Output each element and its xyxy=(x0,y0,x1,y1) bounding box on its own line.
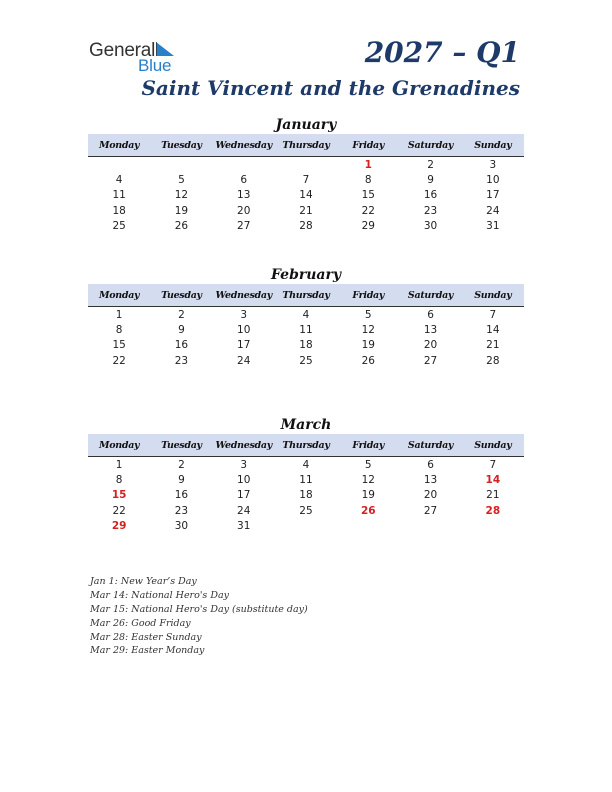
weekday-header: Tuesday xyxy=(161,139,202,151)
day-cell: 3 xyxy=(489,158,497,171)
weekday-header: Sunday xyxy=(474,439,512,451)
day-cell: 30 xyxy=(174,519,189,532)
day-cell: 17 xyxy=(237,489,251,502)
day-cell: 15 xyxy=(361,189,375,202)
day-cell: 7 xyxy=(489,308,497,321)
week-row xyxy=(88,338,524,353)
month-name: March xyxy=(280,417,332,433)
day-cell: 24 xyxy=(237,504,251,517)
day-cell: 9 xyxy=(427,173,434,186)
week-row xyxy=(88,218,524,233)
day-cell: 10 xyxy=(486,173,500,186)
holiday-notes xyxy=(90,575,390,658)
day-cell: 31 xyxy=(486,219,500,232)
week-row xyxy=(88,188,524,203)
logo-flag-icon xyxy=(156,42,176,58)
month-march xyxy=(88,416,524,533)
day-cell: 10 xyxy=(237,323,251,336)
day-cell: 21 xyxy=(299,204,313,217)
day-cell: 28 xyxy=(299,219,313,232)
weekday-header: Monday xyxy=(99,139,140,151)
generalblue-logo xyxy=(89,40,189,76)
day-cell: 25 xyxy=(299,504,313,517)
day-cell: 24 xyxy=(237,354,251,367)
week-row xyxy=(88,307,524,322)
day-cell: 18 xyxy=(299,339,313,352)
day-cell: 20 xyxy=(423,489,438,502)
day-cell: 12 xyxy=(361,473,375,486)
day-cell: 2 xyxy=(427,158,434,171)
day-cell: 25 xyxy=(299,354,313,367)
month-name: January xyxy=(275,117,337,133)
day-cell: 11 xyxy=(299,473,313,486)
day-cell: 17 xyxy=(486,189,500,202)
week-row xyxy=(88,157,524,172)
day-cell: 29 xyxy=(361,219,375,232)
day-cell: 13 xyxy=(423,323,438,336)
holiday-day-cell: 26 xyxy=(360,504,376,517)
day-cell: 24 xyxy=(486,204,500,217)
holiday-note: Mar 28: Easter Sunday xyxy=(90,631,202,643)
day-cell: 2 xyxy=(178,308,185,321)
holiday-day-cell: 14 xyxy=(485,473,501,486)
week-row xyxy=(88,518,524,533)
day-cell: 11 xyxy=(112,189,126,202)
day-cell: 31 xyxy=(237,519,251,532)
day-cell: 26 xyxy=(174,219,189,232)
day-cell: 23 xyxy=(174,504,189,517)
day-cell: 5 xyxy=(364,458,372,471)
weekday-header-row xyxy=(88,434,524,457)
weekday-header: Thursday xyxy=(282,289,330,301)
page-title: 2027 – Q1 xyxy=(364,36,520,69)
day-cell: 7 xyxy=(302,173,310,186)
weekday-header: Monday xyxy=(99,439,140,451)
day-cell: 19 xyxy=(174,204,189,217)
day-cell: 27 xyxy=(423,504,438,517)
day-cell: 9 xyxy=(178,473,185,486)
day-cell: 9 xyxy=(178,323,185,336)
week-row xyxy=(88,203,524,218)
weekday-header: Sunday xyxy=(474,289,512,301)
day-cell: 23 xyxy=(174,354,189,367)
holiday-note: Mar 14: National Hero's Day xyxy=(90,589,229,601)
logo-word-blue: Blue xyxy=(138,56,172,75)
day-cell: 16 xyxy=(423,189,438,202)
day-cell: 2 xyxy=(178,458,185,471)
weekday-header: Friday xyxy=(352,439,385,451)
day-cell: 5 xyxy=(178,173,185,186)
weekday-header-row xyxy=(88,284,524,307)
day-cell: 7 xyxy=(489,458,497,471)
week-row xyxy=(88,353,524,368)
holiday-day-cell: 28 xyxy=(485,504,501,517)
logo-word-general: General xyxy=(89,40,156,61)
day-cell: 16 xyxy=(174,489,189,502)
page-subtitle: Saint Vincent and the Grenadines xyxy=(141,76,520,100)
day-cell: 8 xyxy=(364,173,372,186)
day-cell: 8 xyxy=(115,473,123,486)
day-cell: 3 xyxy=(240,308,248,321)
weekday-header-row xyxy=(88,134,524,157)
day-cell: 4 xyxy=(302,458,310,471)
day-cell: 22 xyxy=(112,354,126,367)
day-cell: 6 xyxy=(427,308,434,321)
day-cell: 27 xyxy=(423,354,438,367)
day-cell: 1 xyxy=(115,458,123,471)
day-cell: 4 xyxy=(302,308,310,321)
day-cell: 10 xyxy=(237,473,251,486)
weekday-header: Thursday xyxy=(282,139,330,151)
weekday-header: Saturday xyxy=(407,139,454,151)
weekday-header: Saturday xyxy=(407,439,454,451)
weekday-header: Wednesday xyxy=(215,439,272,451)
day-cell: 13 xyxy=(237,189,251,202)
day-cell: 8 xyxy=(115,323,123,336)
day-cell: 19 xyxy=(361,339,375,352)
day-cell: 11 xyxy=(299,323,313,336)
day-cell: 17 xyxy=(237,339,251,352)
weekday-header: Friday xyxy=(352,139,385,151)
day-cell: 27 xyxy=(237,219,251,232)
weekday-header: Wednesday xyxy=(215,139,272,151)
holiday-note: Mar 29: Easter Monday xyxy=(90,645,205,657)
day-cell: 18 xyxy=(112,204,126,217)
weekday-header: Saturday xyxy=(407,289,454,301)
weekday-header: Thursday xyxy=(282,439,330,451)
week-row xyxy=(88,322,524,337)
holiday-day-cell: 15 xyxy=(111,489,127,502)
month-january xyxy=(88,116,524,233)
day-cell: 21 xyxy=(486,489,500,502)
week-row xyxy=(88,172,524,187)
day-cell: 19 xyxy=(361,489,375,502)
day-cell: 6 xyxy=(427,458,434,471)
week-row xyxy=(88,503,524,518)
day-cell: 28 xyxy=(486,354,500,367)
holiday-day-cell: 29 xyxy=(111,519,127,532)
day-cell: 20 xyxy=(237,204,251,217)
day-cell: 16 xyxy=(174,339,189,352)
holiday-day-cell: 1 xyxy=(364,158,372,171)
day-cell: 14 xyxy=(486,323,500,336)
weekday-header: Monday xyxy=(99,289,140,301)
day-cell: 22 xyxy=(112,504,126,517)
day-cell: 12 xyxy=(174,189,189,202)
weekday-header: Friday xyxy=(352,289,385,301)
weekday-header: Sunday xyxy=(474,139,512,151)
month-february xyxy=(88,266,524,368)
weekday-header: Tuesday xyxy=(161,289,202,301)
day-cell: 6 xyxy=(240,173,248,186)
weekday-header: Wednesday xyxy=(215,289,272,301)
day-cell: 5 xyxy=(364,308,372,321)
day-cell: 22 xyxy=(361,204,375,217)
day-cell: 25 xyxy=(112,219,126,232)
weekday-header: Tuesday xyxy=(161,439,202,451)
day-cell: 14 xyxy=(299,189,313,202)
day-cell: 20 xyxy=(423,339,438,352)
day-cell: 4 xyxy=(115,173,123,186)
day-cell: 1 xyxy=(115,308,123,321)
day-cell: 13 xyxy=(423,473,438,486)
day-cell: 26 xyxy=(361,354,375,367)
day-cell: 18 xyxy=(299,489,313,502)
holiday-note: Mar 26: Good Friday xyxy=(90,617,191,629)
day-cell: 3 xyxy=(240,458,248,471)
day-cell: 12 xyxy=(361,323,375,336)
week-row xyxy=(88,488,524,503)
month-name: February xyxy=(270,267,341,283)
day-cell: 30 xyxy=(423,219,438,232)
day-cell: 15 xyxy=(112,339,126,352)
week-row xyxy=(88,472,524,487)
holiday-note: Mar 15: National Hero's Day (substitute day) xyxy=(90,603,308,615)
day-cell: 21 xyxy=(486,339,500,352)
week-row xyxy=(88,457,524,472)
day-cell: 23 xyxy=(423,204,438,217)
holiday-note: Jan 1: New Year’s Day xyxy=(90,576,197,587)
